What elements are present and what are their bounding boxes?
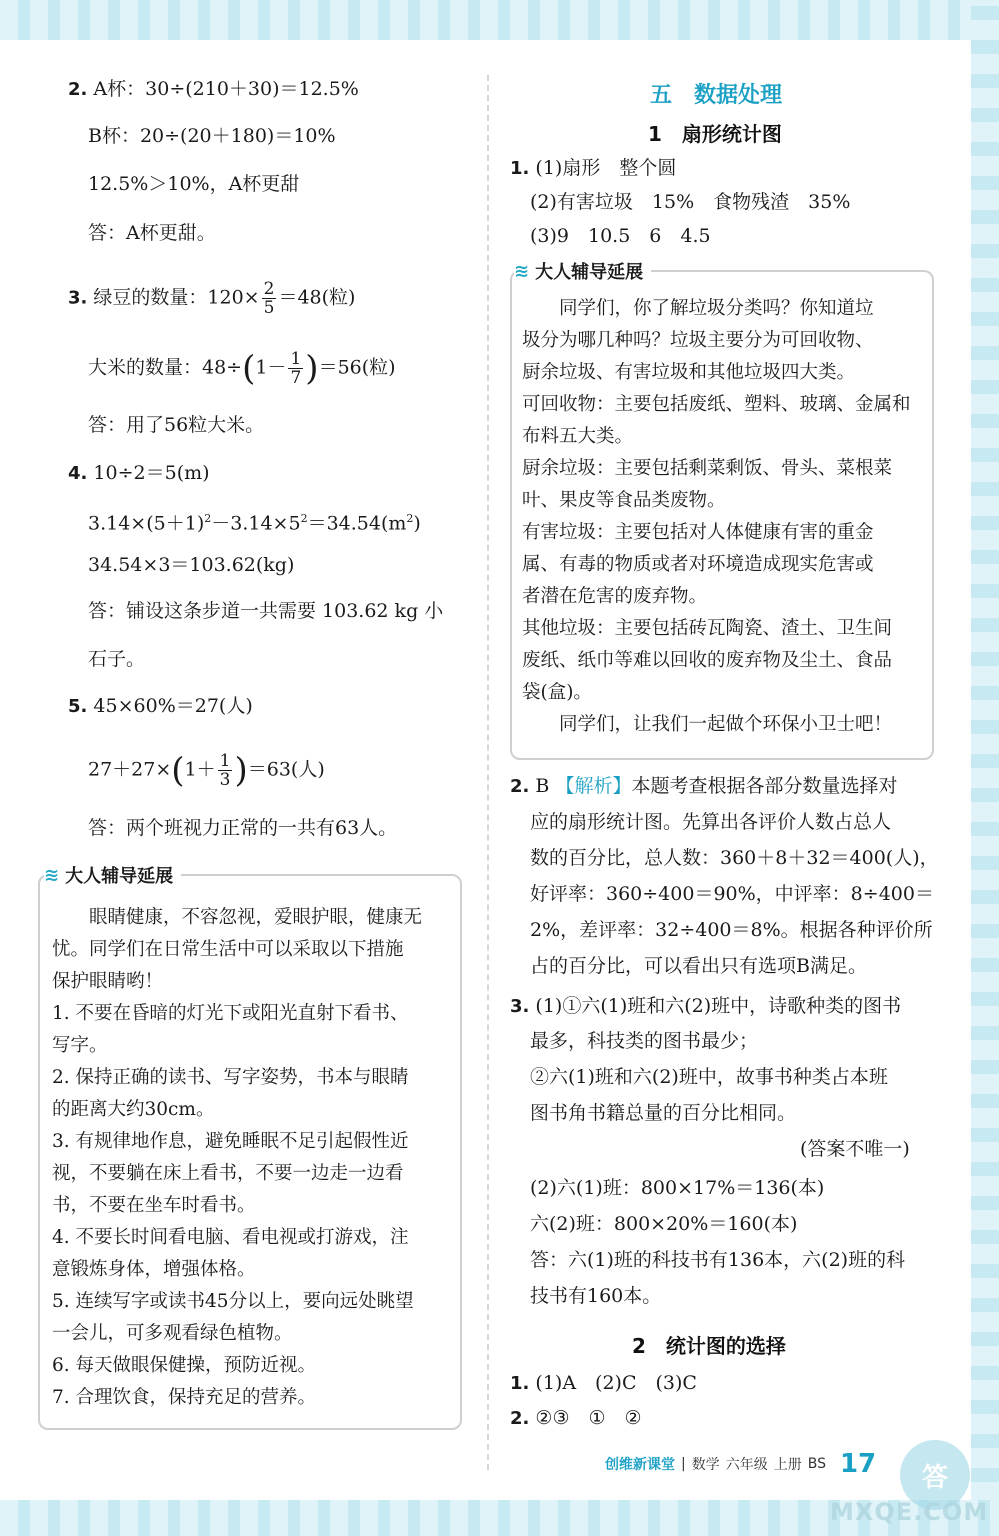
r1-number: 1. — [510, 158, 530, 179]
page-footer: 创维新课堂 | 数学 六年级 上册 BS 17 — [605, 1449, 877, 1479]
volume: 上册 — [773, 1457, 802, 1473]
fraction: $\frac{1}{7}$ — [290, 349, 302, 388]
column-divider — [487, 75, 489, 1470]
watermark-url: MXQE.COM — [830, 1498, 989, 1526]
brand-name: 创维新课堂 — [605, 1457, 675, 1473]
r3-part2: (2)六(1)班：800×17%＝136(本) 六(2)班：800×20%＝160(本) 答：六(1)班的科技书有136本，六(2)班的科 技书有160本。 — [530, 1177, 906, 1307]
page-number: 17 — [839, 1449, 877, 1479]
q4-line2: $3.14\times(5+1)^2-3.14\times 5^2=34.54(m^2)$ — [88, 512, 421, 535]
q3-line1: 3. 绿豆的数量：120× $\frac{2}{5}$ ＝48(粒) — [68, 279, 356, 318]
analysis-tag: 【解析】 — [555, 775, 632, 797]
r2-line1: 2. B 【解析】本题考查根据各部分数量选择对 — [510, 775, 898, 797]
edition: BS — [807, 1456, 826, 1472]
s2q1: 1. (1)A (2)C (3)C — [510, 1372, 697, 1394]
q5-answer: 答：两个班视力正常的一共有63人。 — [88, 817, 398, 839]
s2q2: 2. ②③ ① ② — [510, 1407, 642, 1429]
q4-answer-2: 石子。 — [88, 648, 146, 670]
waves-icon: ≋ — [514, 260, 530, 282]
section-title-2: 2 统计图的选择 — [632, 1334, 786, 1358]
q3-line2: 大米的数量：48÷(1－ $\frac{1}{7}$ )＝56(粒) — [88, 348, 396, 389]
right-decorative-border — [971, 0, 999, 1536]
s2q2-number: 2. — [510, 1408, 530, 1429]
box-body-eyes: 眼睛健康，不容忽视，爱眼护眼，健康无 忧。同学们在日常生活中可以采取以下措施 保护眼睛哟！ 1. 不要在昏暗的灯光下或阳光直射下看书、 写字。 2. 保持正确的读书、写字姿势，书本与眼睛 的距离大约30cm。 3. 有规律地作息，避免睡眠不足引起假性近 视，不要躺在床上看书，不要一边走一边看 书，不要在坐车时看书。 4. 不要长时间看电脑、看电视或打游戏，注 意锻炼身体，增强体格。 5. 连续写字或读书45分以上，要向远处眺望 一会儿，可多观看绿色植物。 6. 每天做眼保健操，预防近视。 7. 合理饮食，保持充足的营养。 — [52, 907, 423, 1408]
r1-line1: 1. (1)扇形 整个圆 — [510, 157, 677, 179]
q2-line3: 12.5%＞10%，A杯更甜 — [88, 173, 300, 195]
q2-number: 2. — [68, 79, 88, 100]
q2-line2: B杯：20÷(20＋180)＝10% — [88, 125, 336, 147]
waves-icon: ≋ — [44, 864, 60, 886]
q4-line3: 34.54×3＝103.62(kg) — [88, 554, 295, 576]
q3-answer: 答：用了56粒大米。 — [88, 414, 265, 436]
q2-line1: 2. A杯：30÷(210＋30)＝12.5% — [68, 78, 359, 100]
r1-line3: (3)9 10.5 6 4.5 — [530, 225, 711, 247]
chapter-title: 五 数据处理 — [650, 83, 783, 108]
s2q1-number: 1. — [510, 1373, 530, 1394]
r2-number: 2. — [510, 776, 530, 797]
q4-line1: 4. 10÷2＝5(m) — [68, 462, 210, 484]
top-decorative-border — [0, 0, 999, 40]
subject: 数学 — [691, 1457, 720, 1473]
section-title-1: 1 扇形统计图 — [648, 122, 782, 146]
watermark-logo: 答 — [900, 1440, 970, 1510]
box-body-garbage: 同学们，你了解垃圾分类吗？你知道垃 圾分为哪几种吗？垃圾主要分为可回收物、 厨余垃圾、有害垃圾和其他垃圾四大类。 可回收物：主要包括废纸、塑料、玻璃、金属和 布料五大类。 厨余垃圾：主要包括剩菜剩饭、骨头、菜根菜 叶、果皮等食品类废物。 有害垃圾：主要包括对人体健康有害的重金 属、有毒的物质或者对环境造成现实危害或 者潜在危害的废弃物。 其他垃圾：主要包括砖瓦陶瓷、渣土、卫生间 废纸、纸巾等难以回收的废弃物及尘土、食品 袋(盒)。 同学们，让我们一起做个环保小卫士吧！ — [522, 298, 911, 735]
q3-number: 3. — [68, 287, 88, 309]
q4-number: 4. — [68, 463, 88, 484]
r3-note: (答案不唯一) — [800, 1138, 910, 1160]
fraction: $\frac{2}{5}$ — [263, 279, 275, 318]
fraction: $\frac{1}{3}$ — [219, 751, 231, 790]
r3-line1: 3. (1)①六(1)班和六(2)班中，诗歌种类的图书 — [510, 995, 902, 1017]
q4-answer-1: 答：铺设这条步道一共需要 103.62 kg 小 — [88, 600, 444, 622]
q5-number: 5. — [68, 696, 88, 717]
q5-line2: 27＋27×(1＋ $\frac{1}{3}$ )＝63(人) — [88, 750, 325, 791]
q5-line1: 5. 45×60%＝27(人) — [68, 695, 253, 717]
box-title-eyes: ≋ 大人辅导延展 — [44, 862, 181, 888]
r1-line2: (2)有害垃圾 15% 食物残渣 35% — [530, 191, 851, 213]
r3-part1: 最多，科技类的图书最少； ②六(1)班和六(2)班中，故事书种类占本班 图书角书籍总量的百分比相同。 — [530, 1030, 888, 1124]
r2-explanation: 应的扇形统计图。先算出各评价人数占总人 数的百分比，总人数：360＋8＋32＝400(人)， 好评率：360÷400＝90%，中评率：8÷400＝ 2%，差评率：32÷400＝8%。根据各种评价所 占的百分比，可以看出只有选项B满足。 — [530, 811, 939, 977]
grade: 六年级 — [725, 1457, 768, 1473]
box-title-garbage: ≋ 大人辅导延展 — [514, 258, 651, 284]
r3-number: 3. — [510, 996, 530, 1017]
q2-answer: 答：A杯更甜。 — [88, 222, 216, 244]
